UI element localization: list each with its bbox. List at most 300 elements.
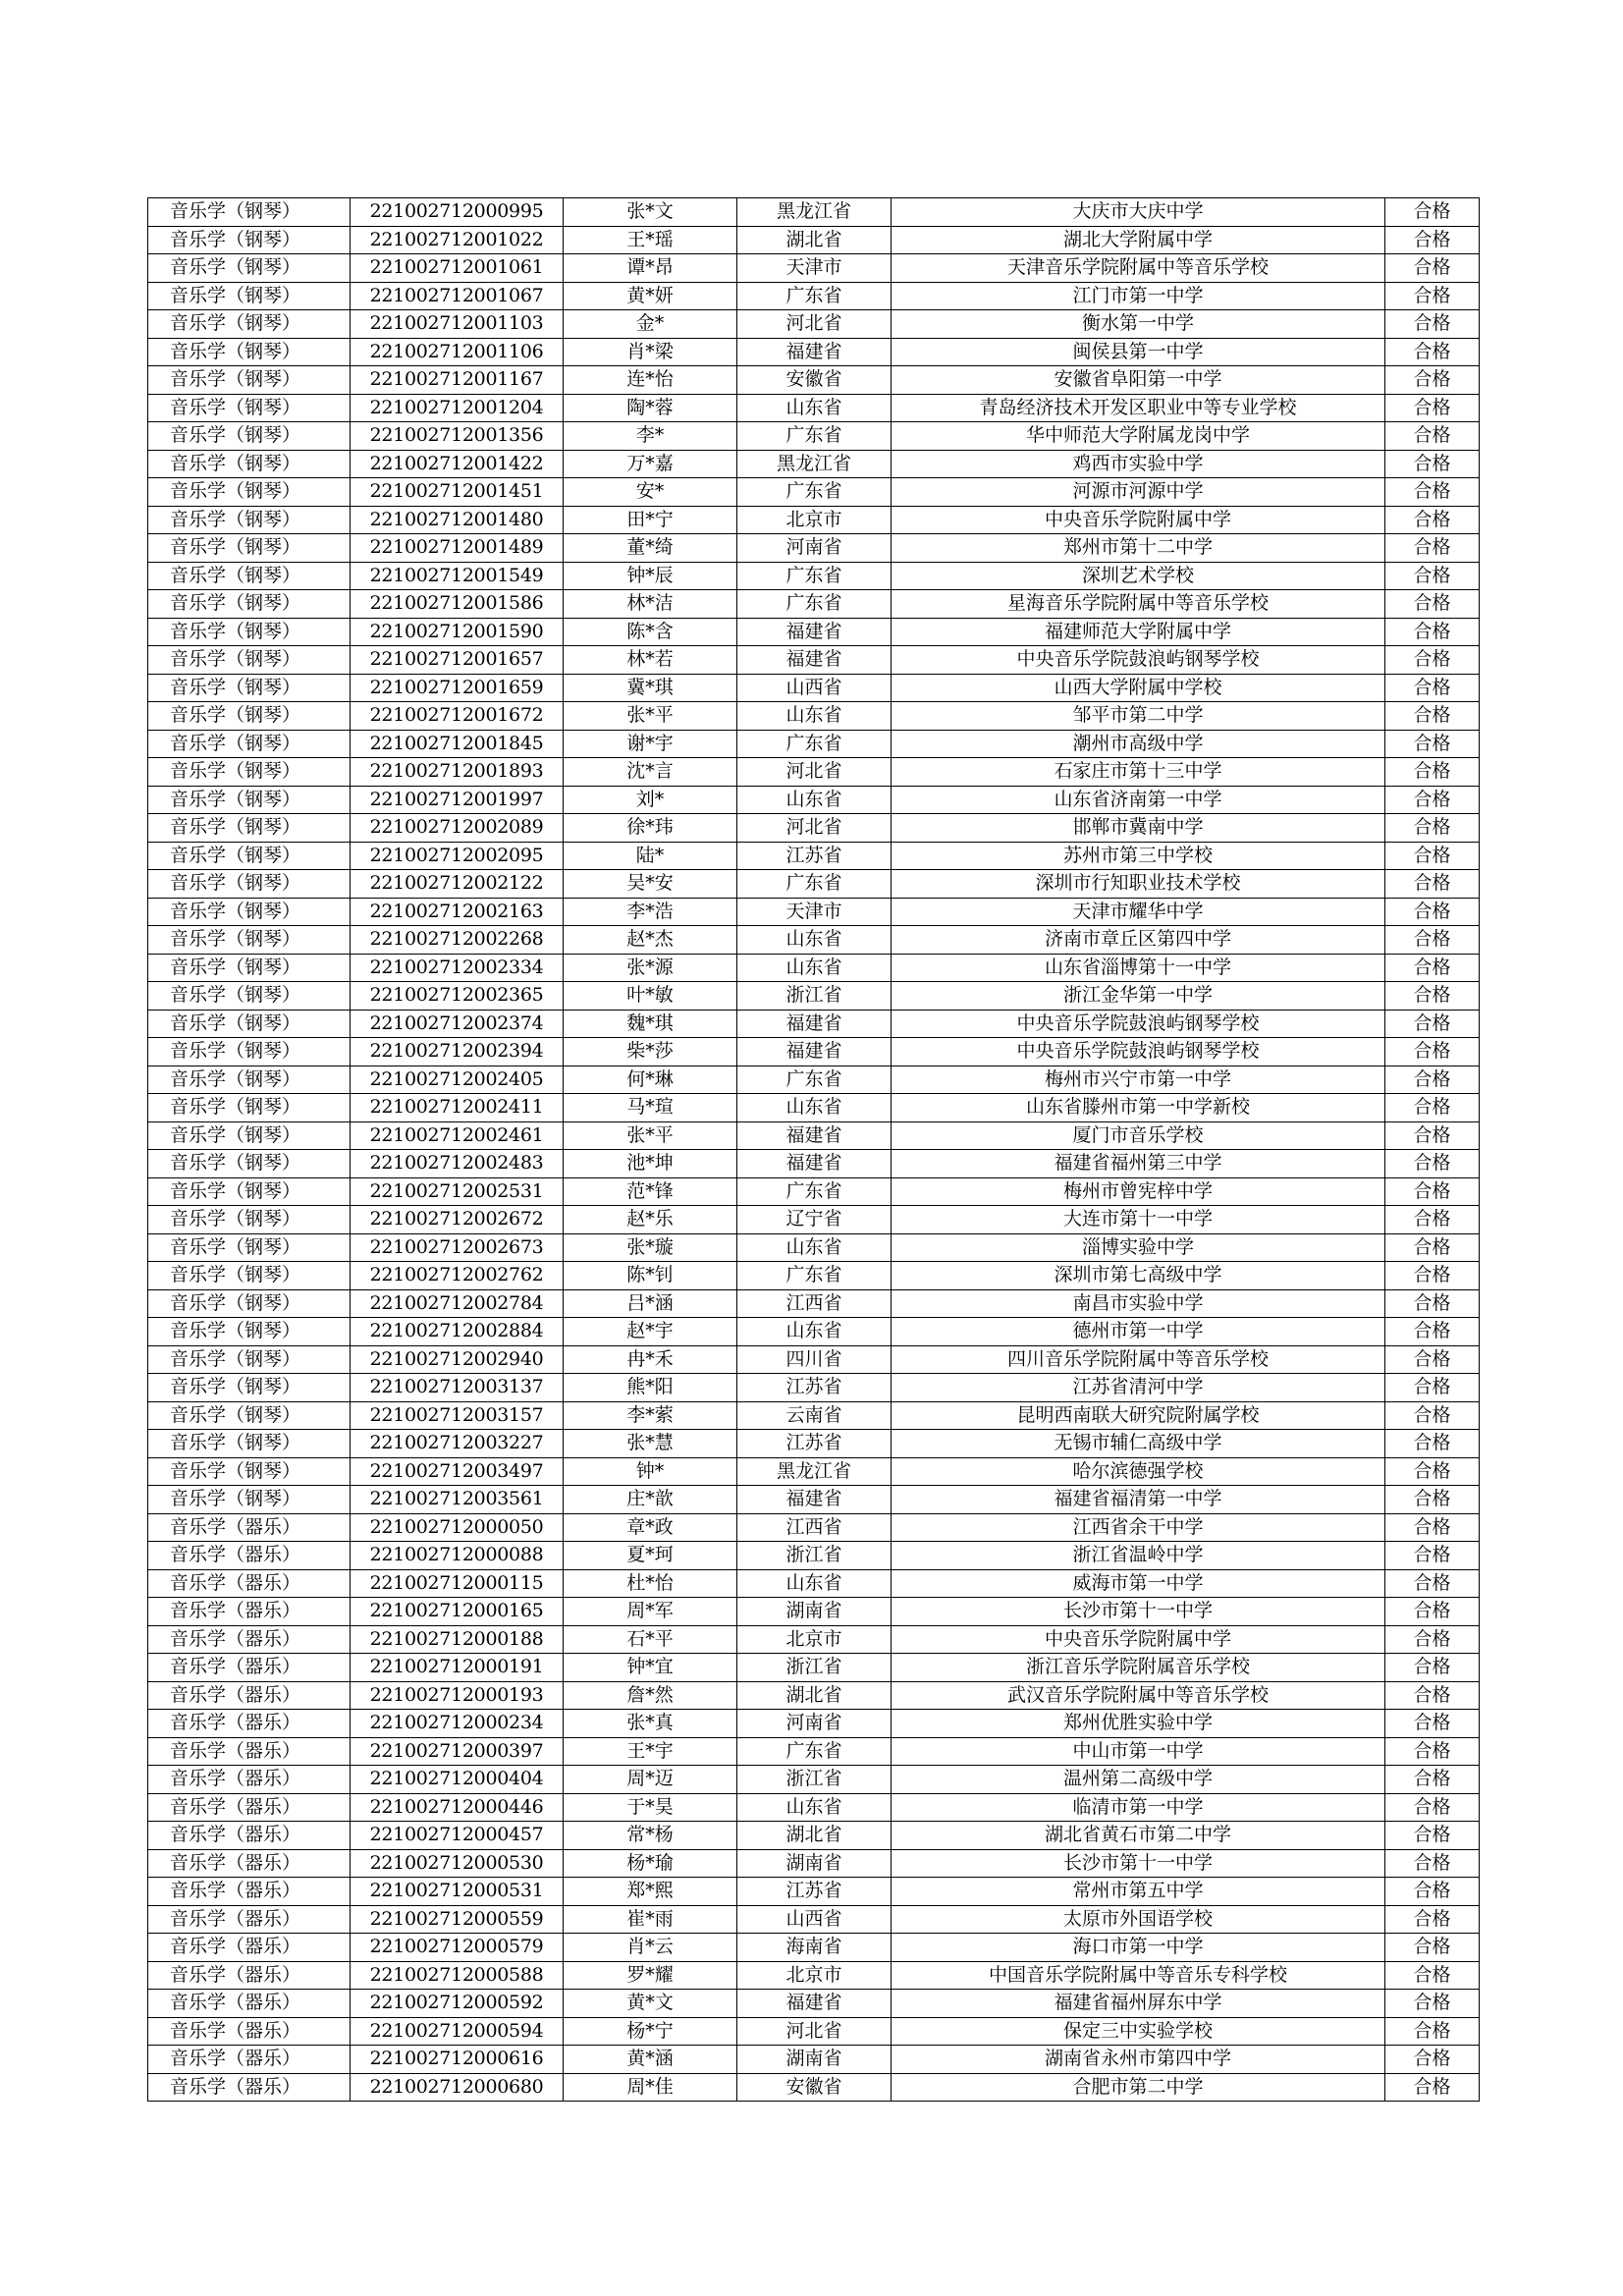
school-cell: 武汉音乐学院附属中等音乐学校 — [892, 1681, 1385, 1710]
major-cell: 音乐学（钢琴） — [148, 422, 351, 451]
name-cell: 冀*琪 — [564, 674, 737, 702]
table-row — [148, 1289, 1480, 1318]
school-cell: 深圳市行知职业技术学校 — [892, 870, 1385, 899]
province-cell: 海南省 — [737, 1934, 892, 1962]
school-cell: 江苏省清河中学 — [892, 1374, 1385, 1402]
major-cell: 音乐学（钢琴） — [148, 1262, 351, 1290]
table-row — [148, 758, 1480, 787]
exam-id-cell: 221002712002784 — [351, 1289, 564, 1318]
province-cell: 山东省 — [737, 1094, 892, 1122]
exam-id-cell: 221002712001451 — [351, 478, 564, 507]
school-cell: 哈尔滨德强学校 — [892, 1457, 1385, 1486]
table-row — [148, 310, 1480, 339]
name-cell: 黄*涵 — [564, 2046, 737, 2074]
table-row — [148, 1849, 1480, 1878]
major-cell: 音乐学（钢琴） — [148, 1233, 351, 1262]
school-cell: 大庆市大庆中学 — [892, 198, 1385, 227]
province-cell: 山东省 — [737, 954, 892, 982]
table-row — [148, 1486, 1480, 1514]
exam-id-cell: 221002712003157 — [351, 1401, 564, 1430]
name-cell: 常*杨 — [564, 1822, 737, 1850]
name-cell: 肖*云 — [564, 1934, 737, 1962]
school-cell: 福建省福州屏东中学 — [892, 1990, 1385, 2018]
name-cell: 林*洁 — [564, 590, 737, 619]
major-cell: 音乐学（钢琴） — [148, 926, 351, 955]
result-cell: 合格 — [1385, 1793, 1480, 1822]
exam-id-cell: 221002712000592 — [351, 1990, 564, 2018]
name-cell: 吕*涵 — [564, 1289, 737, 1318]
major-cell: 音乐学（钢琴） — [148, 478, 351, 507]
result-cell: 合格 — [1385, 1345, 1480, 1374]
province-cell: 浙江省 — [737, 1542, 892, 1570]
province-cell: 河南省 — [737, 534, 892, 563]
school-cell: 湖北大学附属中学 — [892, 226, 1385, 254]
exam-id-cell: 221002712001659 — [351, 674, 564, 702]
table-row — [148, 2073, 1480, 2102]
name-cell: 张*璇 — [564, 1233, 737, 1262]
table-row — [148, 1010, 1480, 1038]
result-cell: 合格 — [1385, 534, 1480, 563]
result-cell: 合格 — [1385, 786, 1480, 814]
result-cell: 合格 — [1385, 310, 1480, 339]
major-cell: 音乐学（钢琴） — [148, 450, 351, 478]
table-row — [148, 1262, 1480, 1290]
exam-id-cell: 221002712002334 — [351, 954, 564, 982]
name-cell: 石*平 — [564, 1625, 737, 1654]
province-cell: 福建省 — [737, 618, 892, 646]
table-row — [148, 618, 1480, 646]
name-cell: 张*慧 — [564, 1430, 737, 1458]
major-cell: 音乐学（钢琴） — [148, 618, 351, 646]
exam-id-cell: 221002712000531 — [351, 1878, 564, 1906]
table-row — [148, 198, 1480, 227]
table-row — [148, 1793, 1480, 1822]
table-row — [148, 1905, 1480, 1934]
exam-id-cell: 221002712001480 — [351, 506, 564, 534]
result-cell: 合格 — [1385, 1849, 1480, 1878]
school-cell: 厦门市音乐学校 — [892, 1121, 1385, 1150]
school-cell: 邹平市第二中学 — [892, 702, 1385, 731]
major-cell: 音乐学（钢琴） — [148, 954, 351, 982]
result-cell: 合格 — [1385, 702, 1480, 731]
table-row — [148, 1318, 1480, 1346]
school-cell: 苏州市第三中学校 — [892, 842, 1385, 870]
name-cell: 黄*文 — [564, 1990, 737, 2018]
exam-id-cell: 221002712002268 — [351, 926, 564, 955]
result-cell: 合格 — [1385, 366, 1480, 395]
name-cell: 陈*含 — [564, 618, 737, 646]
major-cell: 音乐学（器乐） — [148, 1625, 351, 1654]
exam-id-cell: 221002712002411 — [351, 1094, 564, 1122]
major-cell: 音乐学（钢琴） — [148, 590, 351, 619]
province-cell: 山东省 — [737, 702, 892, 731]
major-cell: 音乐学（钢琴） — [148, 1345, 351, 1374]
province-cell: 河南省 — [737, 1710, 892, 1738]
school-cell: 温州第二高级中学 — [892, 1766, 1385, 1794]
result-cell: 合格 — [1385, 2017, 1480, 2046]
name-cell: 安* — [564, 478, 737, 507]
table-row — [148, 1374, 1480, 1402]
result-cell: 合格 — [1385, 394, 1480, 422]
major-cell: 音乐学（器乐） — [148, 1737, 351, 1766]
major-cell: 音乐学（钢琴） — [148, 1066, 351, 1094]
exam-id-cell: 221002712002884 — [351, 1318, 564, 1346]
province-cell: 辽宁省 — [737, 1206, 892, 1234]
exam-id-cell: 221002712001167 — [351, 366, 564, 395]
exam-id-cell: 221002712002762 — [351, 1262, 564, 1290]
school-cell: 浙江金华第一中学 — [892, 982, 1385, 1011]
result-cell: 合格 — [1385, 926, 1480, 955]
result-cell: 合格 — [1385, 1010, 1480, 1038]
result-cell: 合格 — [1385, 1457, 1480, 1486]
name-cell: 周*佳 — [564, 2073, 737, 2102]
province-cell: 广东省 — [737, 282, 892, 310]
major-cell: 音乐学（钢琴） — [148, 1038, 351, 1066]
name-cell: 郑*熙 — [564, 1878, 737, 1906]
province-cell: 广东省 — [737, 1737, 892, 1766]
major-cell: 音乐学（钢琴） — [148, 562, 351, 590]
school-cell: 中山市第一中学 — [892, 1737, 1385, 1766]
major-cell: 音乐学（钢琴） — [148, 1094, 351, 1122]
result-cell: 合格 — [1385, 1177, 1480, 1206]
province-cell: 黑龙江省 — [737, 450, 892, 478]
major-cell: 音乐学（钢琴） — [148, 1401, 351, 1430]
school-cell: 福建省福州第三中学 — [892, 1150, 1385, 1178]
exam-id-cell: 221002712002089 — [351, 814, 564, 843]
table-row — [148, 870, 1480, 899]
name-cell: 陆* — [564, 842, 737, 870]
major-cell: 音乐学（钢琴） — [148, 758, 351, 787]
school-cell: 邯郸市冀南中学 — [892, 814, 1385, 843]
province-cell: 黑龙江省 — [737, 198, 892, 227]
exam-id-cell: 221002712001590 — [351, 618, 564, 646]
exam-id-cell: 221002712001845 — [351, 730, 564, 758]
name-cell: 崔*雨 — [564, 1905, 737, 1934]
school-cell: 湖北省黄石市第二中学 — [892, 1822, 1385, 1850]
exam-id-cell: 221002712001997 — [351, 786, 564, 814]
name-cell: 金* — [564, 310, 737, 339]
province-cell: 四川省 — [737, 1345, 892, 1374]
result-cell: 合格 — [1385, 2073, 1480, 2102]
exam-id-cell: 221002712000088 — [351, 1542, 564, 1570]
province-cell: 广东省 — [737, 590, 892, 619]
school-cell: 浙江省温岭中学 — [892, 1542, 1385, 1570]
major-cell: 音乐学（钢琴） — [148, 1374, 351, 1402]
major-cell: 音乐学（钢琴） — [148, 870, 351, 899]
exam-id-cell: 221002712002405 — [351, 1066, 564, 1094]
exam-id-cell: 221002712002531 — [351, 1177, 564, 1206]
exam-id-cell: 221002712000995 — [351, 198, 564, 227]
school-cell: 青岛经济技术开发区职业中等专业学校 — [892, 394, 1385, 422]
result-cell: 合格 — [1385, 254, 1480, 283]
name-cell: 周*迈 — [564, 1766, 737, 1794]
table-row — [148, 590, 1480, 619]
exam-id-cell: 221002712002940 — [351, 1345, 564, 1374]
province-cell: 广东省 — [737, 422, 892, 451]
province-cell: 浙江省 — [737, 1766, 892, 1794]
major-cell: 音乐学（钢琴） — [148, 226, 351, 254]
province-cell: 河北省 — [737, 2017, 892, 2046]
exam-id-cell: 221002712003137 — [351, 1374, 564, 1402]
name-cell: 池*坤 — [564, 1150, 737, 1178]
major-cell: 音乐学（钢琴） — [148, 814, 351, 843]
major-cell: 音乐学（器乐） — [148, 1822, 351, 1850]
name-cell: 詹*然 — [564, 1681, 737, 1710]
table-row — [148, 1766, 1480, 1794]
exam-id-cell: 221002712001061 — [351, 254, 564, 283]
exam-id-cell: 221002712001549 — [351, 562, 564, 590]
exam-id-cell: 221002712000165 — [351, 1598, 564, 1626]
table-row — [148, 1401, 1480, 1430]
province-cell: 黑龙江省 — [737, 1457, 892, 1486]
major-cell: 音乐学（器乐） — [148, 1905, 351, 1934]
major-cell: 音乐学（器乐） — [148, 1990, 351, 2018]
exam-id-cell: 221002712000050 — [351, 1513, 564, 1542]
province-cell: 湖南省 — [737, 1598, 892, 1626]
name-cell: 董*绮 — [564, 534, 737, 563]
province-cell: 山东省 — [737, 926, 892, 955]
result-cell: 合格 — [1385, 870, 1480, 899]
exam-id-cell: 221002712000397 — [351, 1737, 564, 1766]
name-cell: 章*政 — [564, 1513, 737, 1542]
province-cell: 天津市 — [737, 254, 892, 283]
result-cell: 合格 — [1385, 198, 1480, 227]
table-row — [148, 1878, 1480, 1906]
school-cell: 保定三中实验学校 — [892, 2017, 1385, 2046]
major-cell: 音乐学（钢琴） — [148, 198, 351, 227]
exam-id-cell: 221002712001204 — [351, 394, 564, 422]
name-cell: 于*昊 — [564, 1793, 737, 1822]
result-cell: 合格 — [1385, 422, 1480, 451]
exam-id-cell: 221002712003561 — [351, 1486, 564, 1514]
result-cell: 合格 — [1385, 1121, 1480, 1150]
table-row — [148, 646, 1480, 675]
name-cell: 黄*妍 — [564, 282, 737, 310]
province-cell: 江西省 — [737, 1513, 892, 1542]
province-cell: 北京市 — [737, 506, 892, 534]
province-cell: 湖北省 — [737, 1822, 892, 1850]
table-row — [148, 1177, 1480, 1206]
province-cell: 湖南省 — [737, 1849, 892, 1878]
result-cell: 合格 — [1385, 758, 1480, 787]
name-cell: 吴*安 — [564, 870, 737, 899]
province-cell: 福建省 — [737, 338, 892, 366]
table-row — [148, 954, 1480, 982]
province-cell: 河北省 — [737, 758, 892, 787]
exam-id-cell: 221002712000616 — [351, 2046, 564, 2074]
name-cell: 李*浩 — [564, 898, 737, 926]
result-cell: 合格 — [1385, 2046, 1480, 2074]
result-cell: 合格 — [1385, 506, 1480, 534]
school-cell: 深圳市第七高级中学 — [892, 1262, 1385, 1290]
name-cell: 钟*辰 — [564, 562, 737, 590]
school-cell: 常州市第五中学 — [892, 1878, 1385, 1906]
exam-id-cell: 221002712002483 — [351, 1150, 564, 1178]
exam-id-cell: 221002712000530 — [351, 1849, 564, 1878]
table-row — [148, 1038, 1480, 1066]
school-cell: 星海音乐学院附属中等音乐学校 — [892, 590, 1385, 619]
province-cell: 安徽省 — [737, 2073, 892, 2102]
school-cell: 山西大学附属中学校 — [892, 674, 1385, 702]
major-cell: 音乐学（器乐） — [148, 1766, 351, 1794]
major-cell: 音乐学（钢琴） — [148, 982, 351, 1011]
major-cell: 音乐学（器乐） — [148, 1513, 351, 1542]
name-cell: 赵*乐 — [564, 1206, 737, 1234]
name-cell: 庄*歆 — [564, 1486, 737, 1514]
name-cell: 魏*琪 — [564, 1010, 737, 1038]
name-cell: 田*宁 — [564, 506, 737, 534]
result-cell: 合格 — [1385, 282, 1480, 310]
result-cell: 合格 — [1385, 1486, 1480, 1514]
school-cell: 天津市耀华中学 — [892, 898, 1385, 926]
province-cell: 江苏省 — [737, 1430, 892, 1458]
school-cell: 威海市第一中学 — [892, 1569, 1385, 1598]
major-cell: 音乐学（钢琴） — [148, 898, 351, 926]
table-row — [148, 1457, 1480, 1486]
school-cell: 深圳艺术学校 — [892, 562, 1385, 590]
result-cell: 合格 — [1385, 1654, 1480, 1682]
name-cell: 谭*昂 — [564, 254, 737, 283]
table-row — [148, 1121, 1480, 1150]
result-cell: 合格 — [1385, 814, 1480, 843]
major-cell: 音乐学（钢琴） — [148, 1206, 351, 1234]
school-cell: 福建师范大学附属中学 — [892, 618, 1385, 646]
result-cell: 合格 — [1385, 1905, 1480, 1934]
name-cell: 李*萦 — [564, 1401, 737, 1430]
exam-id-cell: 221002712000588 — [351, 1961, 564, 1990]
name-cell: 赵*杰 — [564, 926, 737, 955]
major-cell: 音乐学（钢琴） — [148, 702, 351, 731]
province-cell: 福建省 — [737, 1150, 892, 1178]
exam-id-cell: 221002712002122 — [351, 870, 564, 899]
school-cell: 山东省济南第一中学 — [892, 786, 1385, 814]
table-row — [148, 702, 1480, 731]
school-cell: 天津音乐学院附属中等音乐学校 — [892, 254, 1385, 283]
exam-id-cell: 221002712000193 — [351, 1681, 564, 1710]
school-cell: 郑州市第十二中学 — [892, 534, 1385, 563]
major-cell: 音乐学（器乐） — [148, 1681, 351, 1710]
result-cell: 合格 — [1385, 1598, 1480, 1626]
result-cell: 合格 — [1385, 618, 1480, 646]
major-cell: 音乐学（器乐） — [148, 2046, 351, 2074]
province-cell: 湖北省 — [737, 226, 892, 254]
province-cell: 山东省 — [737, 1569, 892, 1598]
result-cell: 合格 — [1385, 1990, 1480, 2018]
name-cell: 连*怡 — [564, 366, 737, 395]
province-cell: 山东省 — [737, 394, 892, 422]
result-cell: 合格 — [1385, 1513, 1480, 1542]
table-row — [148, 1542, 1480, 1570]
school-cell: 山东省滕州市第一中学新校 — [892, 1094, 1385, 1122]
major-cell: 音乐学（器乐） — [148, 1598, 351, 1626]
table-row — [148, 506, 1480, 534]
name-cell: 张*真 — [564, 1710, 737, 1738]
name-cell: 张*平 — [564, 702, 737, 731]
name-cell: 张*源 — [564, 954, 737, 982]
exam-id-cell: 221002712000579 — [351, 1934, 564, 1962]
result-cell: 合格 — [1385, 478, 1480, 507]
school-cell: 江西省余干中学 — [892, 1513, 1385, 1542]
table-row — [148, 814, 1480, 843]
province-cell: 北京市 — [737, 1625, 892, 1654]
school-cell: 合肥市第二中学 — [892, 2073, 1385, 2102]
name-cell: 钟* — [564, 1457, 737, 1486]
result-cell: 合格 — [1385, 674, 1480, 702]
major-cell: 音乐学（器乐） — [148, 1793, 351, 1822]
major-cell: 音乐学（钢琴） — [148, 1430, 351, 1458]
school-cell: 中央音乐学院鼓浪屿钢琴学校 — [892, 646, 1385, 675]
school-cell: 济南市章丘区第四中学 — [892, 926, 1385, 955]
table-row — [148, 1822, 1480, 1850]
exam-id-cell: 221002712001489 — [351, 534, 564, 563]
result-cell: 合格 — [1385, 1934, 1480, 1962]
table-row — [148, 1710, 1480, 1738]
name-cell: 谢*宇 — [564, 730, 737, 758]
result-cell: 合格 — [1385, 1401, 1480, 1430]
major-cell: 音乐学（钢琴） — [148, 730, 351, 758]
table-row — [148, 1681, 1480, 1710]
name-cell: 周*军 — [564, 1598, 737, 1626]
province-cell: 江苏省 — [737, 1374, 892, 1402]
name-cell: 刘* — [564, 786, 737, 814]
major-cell: 音乐学（钢琴） — [148, 310, 351, 339]
table-row — [148, 1430, 1480, 1458]
name-cell: 叶*敏 — [564, 982, 737, 1011]
province-cell: 山东省 — [737, 1793, 892, 1822]
province-cell: 广东省 — [737, 1262, 892, 1290]
table-row — [148, 478, 1480, 507]
exam-id-cell: 221002712001586 — [351, 590, 564, 619]
province-cell: 广东省 — [737, 478, 892, 507]
school-cell: 长沙市第十一中学 — [892, 1849, 1385, 1878]
school-cell: 太原市外国语学校 — [892, 1905, 1385, 1934]
name-cell: 钟*宜 — [564, 1654, 737, 1682]
result-cell: 合格 — [1385, 1318, 1480, 1346]
province-cell: 浙江省 — [737, 982, 892, 1011]
school-cell: 山东省淄博第十一中学 — [892, 954, 1385, 982]
province-cell: 湖北省 — [737, 1681, 892, 1710]
name-cell: 熊*阳 — [564, 1374, 737, 1402]
province-cell: 江西省 — [737, 1289, 892, 1318]
name-cell: 杜*怡 — [564, 1569, 737, 1598]
table-row — [148, 730, 1480, 758]
table-row — [148, 1066, 1480, 1094]
table-row — [148, 1345, 1480, 1374]
table-row — [148, 338, 1480, 366]
result-cell: 合格 — [1385, 1038, 1480, 1066]
school-cell: 中国音乐学院附属中等音乐专科学校 — [892, 1961, 1385, 1990]
province-cell: 天津市 — [737, 898, 892, 926]
table-row — [148, 842, 1480, 870]
table-row — [148, 282, 1480, 310]
result-cell: 合格 — [1385, 1681, 1480, 1710]
major-cell: 音乐学（器乐） — [148, 1961, 351, 1990]
province-cell: 山西省 — [737, 1905, 892, 1934]
school-cell: 临清市第一中学 — [892, 1793, 1385, 1822]
major-cell: 音乐学（器乐） — [148, 1710, 351, 1738]
exam-id-cell: 221002712003497 — [351, 1457, 564, 1486]
major-cell: 音乐学（器乐） — [148, 1849, 351, 1878]
table-row — [148, 786, 1480, 814]
table-row — [148, 1598, 1480, 1626]
result-cell: 合格 — [1385, 1766, 1480, 1794]
major-cell: 音乐学（钢琴） — [148, 1177, 351, 1206]
school-cell: 安徽省阜阳第一中学 — [892, 366, 1385, 395]
province-cell: 浙江省 — [737, 1654, 892, 1682]
name-cell: 陈*钊 — [564, 1262, 737, 1290]
name-cell: 沈*言 — [564, 758, 737, 787]
result-cell: 合格 — [1385, 1878, 1480, 1906]
